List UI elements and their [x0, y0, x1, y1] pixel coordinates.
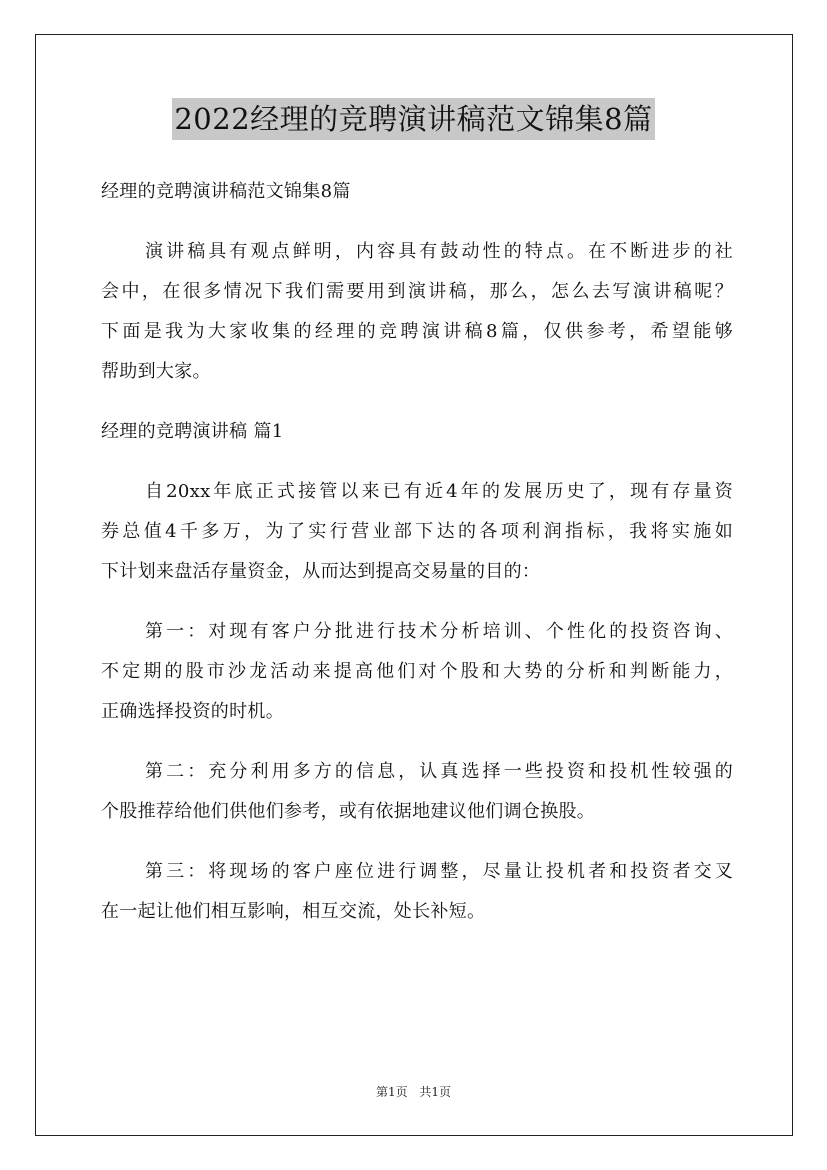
spacer	[101, 452, 733, 472]
spacer	[101, 392, 733, 412]
document-subtitle: 经理的竞聘演讲稿范文锦集8篇	[101, 181, 351, 202]
intro-line: 帮助到大家。	[101, 361, 211, 382]
document-body	[101, 172, 733, 932]
document-title: 2022经理的竞聘演讲稿范文锦集8篇	[172, 98, 654, 140]
paragraph-line: 正确选择投资的时机。	[101, 701, 284, 722]
intro-line: 会中，在很多情况下我们需要用到演讲稿，那么，怎么去写演讲稿呢？	[101, 281, 733, 302]
page-number: 第1页	[375, 1085, 408, 1099]
paragraph-line: 下计划来盘活存量资金，从而达到提高交易量的目的：	[101, 561, 541, 582]
paragraph-line: 第一：对现有客户分批进行技术分析培训、个性化的投资咨询、	[145, 621, 733, 642]
page-footer	[0, 1083, 827, 1100]
paragraph-line: 个股推荐给他们供他们参考，或有依据地建议他们调仓换股。	[101, 801, 596, 822]
spacer	[101, 732, 733, 752]
intro-line: 演讲稿具有观点鲜明，内容具有鼓动性的特点。在不断进步的社	[145, 241, 733, 262]
page-total: 共1页	[419, 1085, 452, 1099]
paragraph-line: 第三：将现场的客户座位进行调整，尽量让投机者和投资者交叉	[145, 861, 733, 882]
paragraph-line: 券总值4千多万，为了实行营业部下达的各项利润指标，我将实施如	[101, 521, 733, 542]
intro-line: 下面是我为大家收集的经理的竞聘演讲稿8篇，仅供参考，希望能够	[101, 321, 733, 342]
paragraph-line: 不定期的股市沙龙活动来提高他们对个股和大势的分析和判断能力，	[101, 661, 733, 682]
spacer	[101, 212, 733, 232]
section-heading: 经理的竞聘演讲稿 篇1	[101, 421, 284, 442]
paragraph-line: 自20xx年底正式接管以来已有近4年的发展历史了，现有存量资	[145, 481, 733, 502]
paragraph-line: 第二：充分利用多方的信息，认真选择一些投资和投机性较强的	[145, 761, 733, 782]
title-area	[0, 98, 827, 140]
paragraph-line: 在一起让他们相互影响，相互交流，处长补短。	[101, 901, 486, 922]
spacer	[101, 832, 733, 852]
spacer	[101, 592, 733, 612]
